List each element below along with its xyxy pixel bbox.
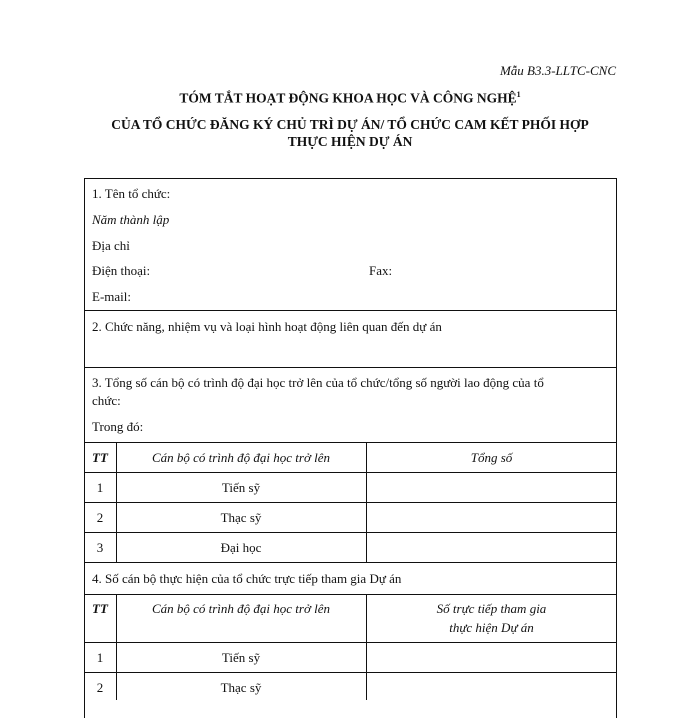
section3-label-line2: chức: bbox=[92, 393, 121, 408]
table-row-level: Đại học bbox=[220, 540, 262, 555]
document-title bbox=[0, 90, 700, 107]
table-line bbox=[84, 562, 617, 563]
table-row-tt: 2 bbox=[96, 510, 104, 525]
title-line3: THỰC HIỆN DỰ ÁN bbox=[287, 134, 413, 149]
title-footnote: 1 bbox=[516, 90, 521, 99]
table-row-level: Tiến sỹ bbox=[221, 650, 261, 665]
document-subtitle bbox=[0, 116, 700, 150]
table2-header-direct-line1: Số trực tiếp tham gia bbox=[436, 601, 547, 616]
table-line bbox=[84, 594, 617, 595]
divider bbox=[84, 310, 617, 311]
table-line bbox=[84, 442, 617, 443]
table-row-level: Thạc sỹ bbox=[220, 680, 262, 695]
table-line bbox=[84, 642, 617, 643]
phone-label: Điện thoại: bbox=[92, 263, 151, 278]
table-line bbox=[84, 502, 617, 503]
table2-header-level: Cán bộ có trình độ đại học trở lên bbox=[151, 601, 331, 616]
table-line bbox=[84, 472, 617, 473]
email-label: E-mail: bbox=[92, 289, 131, 304]
fax-label: Fax: bbox=[369, 263, 393, 278]
section3-sub-label: Trong đó: bbox=[92, 419, 144, 434]
table2-header-tt: TT bbox=[92, 601, 108, 616]
table1-header-total: Tổng số bbox=[470, 450, 513, 465]
table-line bbox=[84, 532, 617, 533]
address-label: Địa chỉ bbox=[92, 238, 130, 253]
table1-header-level: Cán bộ có trình độ đại học trở lên bbox=[151, 450, 331, 465]
table-line bbox=[84, 672, 617, 673]
org-name-label: 1. Tên tổ chức: bbox=[92, 186, 171, 201]
table-row-tt: 2 bbox=[96, 680, 104, 695]
form-code: Mẫu B3.3-LLTC-CNC bbox=[499, 63, 616, 78]
section3-label-line1: 3. Tổng số cán bộ có trình độ đại học trở lên của tổ chức/tổng số người lao động của tổ bbox=[92, 375, 544, 390]
divider bbox=[84, 367, 617, 368]
form-frame bbox=[84, 178, 617, 718]
table-row-tt: 1 bbox=[96, 480, 104, 495]
table-row-level: Tiến sỹ bbox=[221, 480, 261, 495]
founded-label: Năm thành lập bbox=[92, 212, 170, 227]
table-row-level: Thạc sỹ bbox=[220, 510, 262, 525]
table1-header-tt: TT bbox=[92, 450, 108, 465]
section2-label: 2. Chức năng, nhiệm vụ và loại hình hoạt động liên quan đến dự án bbox=[92, 319, 442, 334]
table-row-tt: 1 bbox=[96, 650, 104, 665]
title-line2: CỦA TỔ CHỨC ĐĂNG KÝ CHỦ TRÌ DỰ ÁN/ TỔ CHỨC CAM KẾT PHỐI HỢP bbox=[111, 117, 589, 132]
table2-header-direct-line2: thực hiện Dự án bbox=[449, 620, 534, 635]
title-line1: TÓM TẮT HOẠT ĐỘNG KHOA HỌC VÀ CÔNG NGHỆ bbox=[179, 90, 517, 106]
section4-label: 4. Số cán bộ thực hiện của tổ chức trực tiếp tham gia Dự án bbox=[92, 571, 402, 586]
table-row-tt: 3 bbox=[96, 540, 104, 555]
